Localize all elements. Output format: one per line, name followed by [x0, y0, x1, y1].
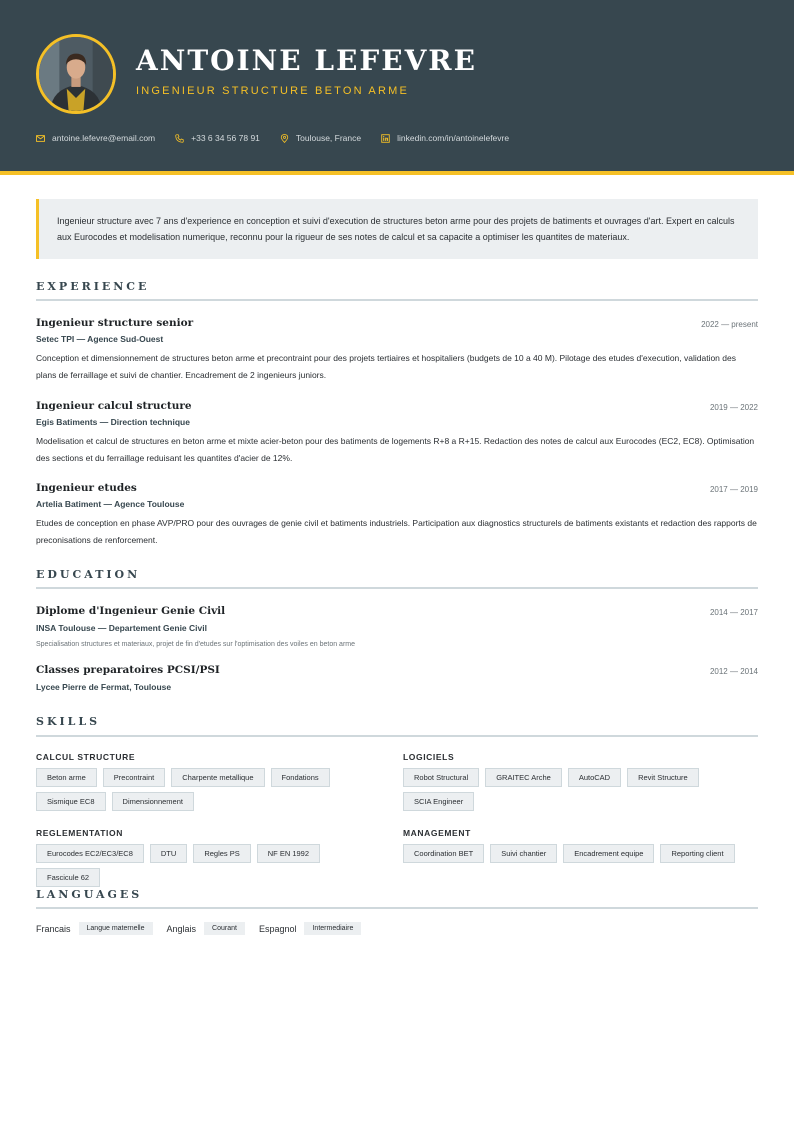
contact-linkedin-text: linkedin.com/in/antoinelefevre: [397, 133, 510, 143]
education-title: Diplome d'Ingenieur Genie Civil: [36, 605, 226, 617]
education-date: 2014 — 2017: [709, 608, 758, 617]
section-divider: [36, 299, 758, 301]
skill-tag: Regles PS: [193, 844, 250, 863]
mail-icon: [36, 134, 45, 143]
skill-tags: [403, 768, 763, 816]
language-name: Francais: [36, 923, 71, 934]
skill-group-heading: REGLEMENTATION: [36, 828, 123, 838]
contact-location: [280, 133, 361, 143]
education-note: Specialisation structures et materiaux, projet de fin d'etudes sur l'optimisation des voiles en beton arme: [36, 641, 356, 648]
skill-tag: Encadrement equipe: [563, 844, 654, 863]
skill-group-logiciels: [403, 752, 763, 816]
skill-tag: Charpente metallique: [171, 768, 264, 787]
education-school: INSA Toulouse — Departement Genie Civil: [36, 623, 207, 633]
experience-date: 2017 — 2019: [709, 485, 758, 494]
candidate-name: ANTOINE LEFEVRE: [136, 44, 477, 77]
skill-group-management: [403, 828, 763, 868]
contact-bar: [36, 131, 529, 145]
experience-company: Artelia Batiment — Agence Toulouse: [36, 499, 185, 509]
language-level: Intermediaire: [304, 922, 361, 935]
skill-tag: Robot Structural: [403, 768, 479, 787]
skill-tag: SCIA Engineer: [403, 792, 474, 811]
language-level: Courant: [204, 922, 245, 935]
header: [0, 0, 794, 171]
education-date: 2012 — 2014: [709, 667, 758, 676]
experience-title: Ingenieur calcul structure: [36, 400, 192, 412]
section-divider: [36, 587, 758, 589]
skill-tag: Precontraint: [103, 768, 165, 787]
skill-tags: [36, 768, 396, 816]
contact-linkedin[interactable]: [381, 133, 509, 143]
skill-tag: Dimensionnement: [112, 792, 194, 811]
contact-email-text: antoine.lefevre@email.com: [52, 133, 156, 143]
skill-group-reglementation: [36, 828, 396, 892]
experience-description: Etudes de conception en phase AVP/PRO pour des ouvrages de genie civil et batiments industriels. Participation aux diagnostics structurels de batiments existants et redaction des rapports de preconisations de renforcement.: [36, 518, 757, 545]
section-title-skills: SKILLS: [36, 715, 101, 728]
skill-tag: Sismique EC8: [36, 792, 106, 811]
experience-title: Ingenieur structure senior: [36, 317, 194, 329]
experience-title: Ingenieur etudes: [36, 482, 137, 494]
contact-phone[interactable]: [175, 133, 260, 143]
language-level: Langue maternelle: [79, 922, 153, 935]
section-title-experience: EXPERIENCE: [36, 280, 150, 293]
skill-tag: GRAITEC Arche: [485, 768, 562, 787]
skill-tag: NF EN 1992: [257, 844, 320, 863]
job-headline: INGENIEUR STRUCTURE BETON ARME: [136, 85, 409, 97]
location-pin-icon: [280, 134, 289, 143]
section-title-languages: LANGUAGES: [36, 888, 143, 901]
section-divider: [36, 735, 758, 737]
language-name: Anglais: [166, 923, 197, 934]
experience-company: Egis Batiments — Direction technique: [36, 417, 190, 427]
skill-tag: Beton arme: [36, 768, 97, 787]
experience-company: Setec TPI — Agence Sud-Ouest: [36, 334, 164, 344]
avatar-photo: [39, 37, 113, 111]
skill-tags: [36, 844, 396, 892]
skill-group-calcul: [36, 752, 396, 816]
skill-group-heading: LOGICIELS: [403, 752, 455, 762]
section-title-education: EDUCATION: [36, 568, 141, 581]
education-title: Classes preparatoires PCSI/PSI: [36, 664, 220, 676]
experience-date: 2022 — present: [701, 320, 758, 329]
experience-description: Conception et dimensionnement de structures beton arme et precontraint pour des projets tertiaires et hospitaliers (budgets de 10 a 40 M). Pilotage des etudes d'execution, validation des plans de ferraillage et suivi de chantier. Encadrement de 2 ingenieurs juniors.: [36, 353, 736, 380]
language-name: Espagnol: [258, 923, 297, 934]
skill-tag: DTU: [150, 844, 187, 863]
contact-phone-text: +33 6 34 56 78 91: [191, 133, 260, 143]
contact-email[interactable]: [36, 133, 155, 143]
skill-tag: Fondations: [271, 768, 330, 787]
skill-tag: Reporting client: [660, 844, 734, 863]
header-accent-bar: [0, 171, 794, 175]
section-divider: [36, 907, 758, 909]
skill-tag: AutoCAD: [568, 768, 621, 787]
experience-date: 2019 — 2022: [709, 403, 758, 412]
skill-tag: Coordination BET: [403, 844, 484, 863]
linkedin-icon: [381, 134, 390, 143]
languages-list: [36, 922, 375, 935]
education-school: Lycee Pierre de Fermat, Toulouse: [36, 682, 172, 692]
phone-icon: [175, 134, 184, 143]
skill-group-heading: CALCUL STRUCTURE: [36, 752, 136, 762]
skill-tag: Revit Structure: [627, 768, 699, 787]
experience-description: Modelisation et calcul de structures en beton arme et mixte acier-beton pour des batiments de logements R+8 a R+15. Redaction des notes de calcul aux Eurocodes (EC2, EC8). Optimisation des sections et du ferraillage reduisant les quantites d'acier de 12%.: [36, 436, 755, 463]
skill-tags: [403, 844, 763, 868]
skill-tag: Fascicule 62: [36, 868, 100, 887]
profile-summary: Ingenieur structure avec 7 ans d'experience en conception et suivi d'execution de structures beton arme pour des projets de batiments et ouvrages d'art. Expert en calculs aux Eurocodes et modelisation numerique, reconnu pour la rigueur de ses notes de calcul et sa capacite a optimiser les quantites de materiaux.: [36, 199, 758, 259]
skill-tag: Suivi chantier: [490, 844, 557, 863]
skill-group-heading: MANAGEMENT: [403, 828, 471, 838]
contact-location-text: Toulouse, France: [295, 133, 362, 143]
skill-tag: Eurocodes EC2/EC3/EC8: [36, 844, 144, 863]
avatar: [36, 34, 116, 114]
